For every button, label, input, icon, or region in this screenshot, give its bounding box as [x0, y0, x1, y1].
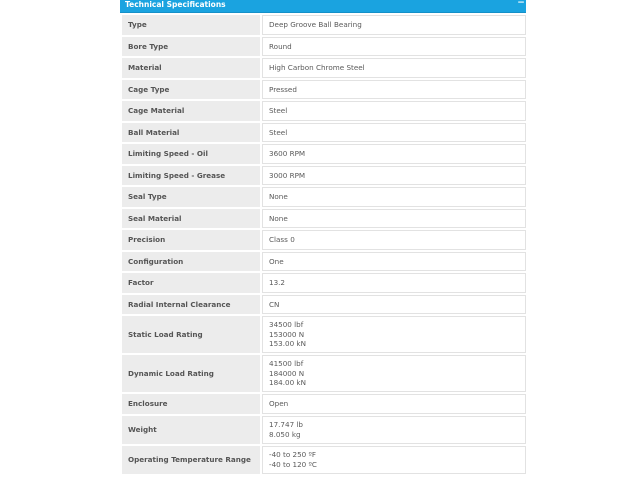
technical-specifications-panel: [120, 0, 526, 480]
spec-value-line: Steel: [269, 127, 288, 137]
spec-row: [122, 80, 526, 100]
spec-row: [122, 37, 526, 57]
spec-value-line: CN: [269, 299, 280, 309]
spec-value-line: 8.050 kg: [269, 429, 301, 439]
spec-row: [122, 295, 526, 315]
spec-value-line: None: [269, 213, 288, 223]
spec-value-line: 13.2: [269, 278, 286, 288]
spec-value: [262, 394, 526, 414]
spec-value-line: One: [269, 256, 284, 266]
spec-value: [262, 80, 526, 100]
spec-label: Dynamic Load Rating: [122, 355, 262, 392]
spec-value: [262, 273, 526, 293]
spec-value-line: 3600 RPM: [269, 149, 306, 159]
spec-label: Operating Temperature Range: [122, 446, 262, 474]
collapse-icon[interactable]: −: [517, 0, 525, 8]
spec-label: Enclosure: [122, 394, 262, 414]
spec-value-line: 17.747 lb: [269, 420, 303, 430]
spec-row: [122, 101, 526, 121]
spec-row: [122, 446, 526, 474]
spec-label: Cage Material: [122, 101, 262, 121]
spec-label: Type: [122, 15, 262, 35]
spec-value-line: Open: [269, 399, 289, 409]
spec-label: Bore Type: [122, 37, 262, 57]
spec-value-line: 153000 N: [269, 329, 305, 339]
spec-value: [262, 355, 526, 392]
spec-value-line: Pressed: [269, 84, 297, 94]
spec-row: [122, 58, 526, 78]
spec-table-body: [122, 15, 526, 474]
spec-label: Ball Material: [122, 123, 262, 143]
panel-header: [120, 0, 526, 13]
spec-row: [122, 166, 526, 186]
spec-value: [262, 230, 526, 250]
spec-value-line: High Carbon Chrome Steel: [269, 63, 365, 73]
spec-value-line: Deep Groove Ball Bearing: [269, 20, 362, 30]
spec-row: [122, 187, 526, 207]
spec-row: [122, 355, 526, 392]
spec-label: Seal Material: [122, 209, 262, 229]
spec-label: Cage Type: [122, 80, 262, 100]
spec-value: [262, 37, 526, 57]
spec-value: [262, 123, 526, 143]
spec-value-line: 184.00 kN: [269, 378, 306, 388]
spec-row: [122, 209, 526, 229]
spec-row: [122, 123, 526, 143]
spec-label: Limiting Speed - Oil: [122, 144, 262, 164]
spec-value: [262, 446, 526, 474]
spec-value-line: 153.00 kN: [269, 339, 306, 349]
spec-value-line: Class 0: [269, 235, 295, 245]
spec-value-line: Steel: [269, 106, 288, 116]
spec-row: [122, 144, 526, 164]
spec-label: Seal Type: [122, 187, 262, 207]
spec-value-line: 184000 N: [269, 368, 305, 378]
spec-label: Precision: [122, 230, 262, 250]
spec-value: [262, 295, 526, 315]
spec-value-line: 41500 lbf: [269, 359, 304, 369]
spec-label: Weight: [122, 416, 262, 444]
spec-row: [122, 273, 526, 293]
spec-value-line: 3000 RPM: [269, 170, 306, 180]
panel-title: Technical Specifications: [125, 0, 226, 9]
spec-value-line: Round: [269, 41, 292, 51]
spec-label: Material: [122, 58, 262, 78]
spec-table: [122, 13, 526, 476]
spec-row: [122, 416, 526, 444]
spec-row: [122, 252, 526, 272]
spec-value-line: None: [269, 192, 288, 202]
spec-value: [262, 101, 526, 121]
spec-row: [122, 230, 526, 250]
spec-row: [122, 316, 526, 353]
spec-label: Configuration: [122, 252, 262, 272]
spec-value-line: -40 to 120 ºC: [269, 459, 317, 469]
spec-value: [262, 252, 526, 272]
spec-row: [122, 15, 526, 35]
spec-value: [262, 58, 526, 78]
spec-label: Factor: [122, 273, 262, 293]
spec-value-line: 34500 lbf: [269, 320, 304, 330]
spec-label: Limiting Speed - Grease: [122, 166, 262, 186]
spec-value: [262, 209, 526, 229]
spec-value: [262, 416, 526, 444]
spec-value: [262, 316, 526, 353]
spec-value: [262, 15, 526, 35]
spec-value: [262, 187, 526, 207]
spec-label: Radial Internal Clearance: [122, 295, 262, 315]
spec-value: [262, 166, 526, 186]
spec-row: [122, 394, 526, 414]
spec-value-line: -40 to 250 ºF: [269, 450, 317, 460]
spec-value: [262, 144, 526, 164]
spec-label: Static Load Rating: [122, 316, 262, 353]
